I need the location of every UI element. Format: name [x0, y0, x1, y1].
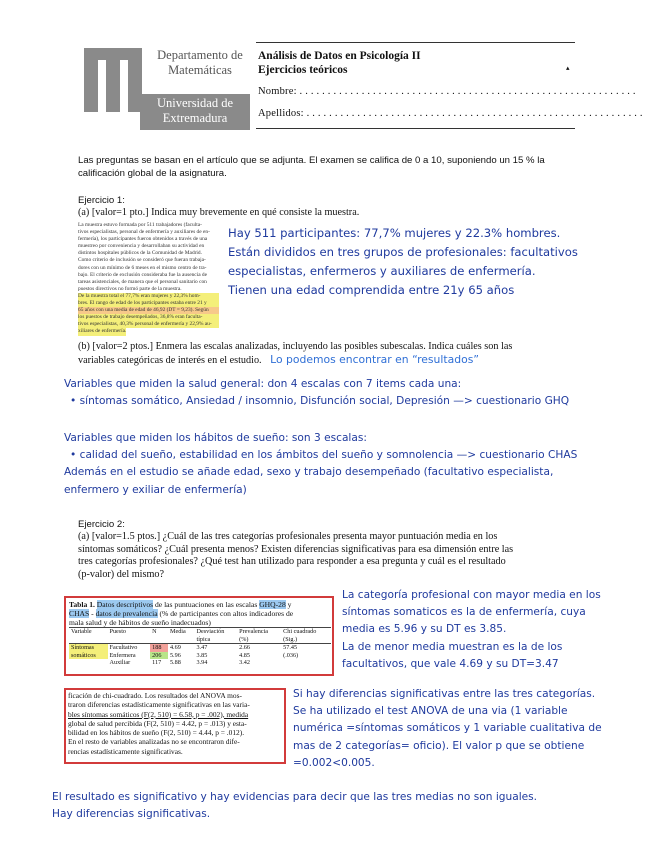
anova-text: [66, 690, 284, 756]
table-subheader: [150, 636, 168, 644]
table-header: Puesto: [108, 628, 151, 636]
table-header: Prevalencia: [237, 628, 281, 636]
table-header: Desviación: [194, 628, 237, 636]
doc-subtitle: Ejercicios teóricos: [258, 64, 348, 76]
answer-line: numérica =síntomas somáticos y 1 variable cualitativa de: [293, 722, 602, 735]
table-cell: 57.45: [283, 644, 298, 651]
table-cell: (.036): [283, 651, 299, 659]
intro-line: calificación global de la asignatura.: [78, 167, 227, 179]
excerpt-line: fermería), los participantes fueron obtenidos a través de una: [78, 236, 208, 243]
answer-line: facultativos, que vale 4.69 y su DT=3.47: [342, 657, 559, 670]
exercise1-heading: Ejercicio 1:: [78, 195, 125, 206]
answer-sleep: [64, 430, 577, 499]
anova-line: ficación de chi-cuadrado. Los resultados del ANOVA mos-: [68, 691, 242, 700]
table-header: Media: [168, 628, 195, 636]
anova-line: bles síntomas somáticos (F(2, 510) = 6.58, p = .002), medida: [68, 709, 249, 719]
question-line: (b) [valor=2 ptos.] Enmera las escalas analizadas, incluyendo las posibles subescalas. Indica cuáles son las: [78, 341, 513, 352]
table-cell: 5.88: [169, 659, 181, 666]
header-bottom-rule: [256, 128, 575, 129]
caption-text: mala salud y de hábitos de sueño inadecuados): [69, 618, 211, 627]
logo-uni-line: Extremadura: [162, 111, 228, 125]
table-row: [69, 659, 331, 667]
table-header-row: [69, 628, 331, 636]
answer-line: Además en el estudio se añade edad, sexo y trabajo desempeñado (facultativo especialista,: [64, 466, 554, 479]
table-cell: Auxiliar: [109, 659, 131, 666]
department-logo: [78, 42, 250, 130]
answer-sample: [228, 224, 578, 300]
table-cell: Síntomas: [69, 644, 108, 652]
exercise2-question: [78, 531, 578, 581]
anova-line: bilidad en los hábitos de sueño (F(2, 510) = 4.44, p = .012).: [68, 728, 245, 738]
caption-text: -: [89, 609, 96, 618]
table-cell: 206: [150, 652, 168, 660]
answer-line: Hay diferencias significativas.: [52, 808, 211, 821]
table-header: Variable: [69, 628, 108, 636]
table-cell: 188: [150, 644, 168, 652]
table-cell: Enfermera: [109, 651, 136, 659]
answer-line: mas de 2 categorías= oficio). El valor p que se obtiene: [293, 739, 585, 752]
table-cell: 2.66: [239, 644, 250, 651]
question-line: (a) [valor=1.5 ptos.] ¿Cuál de las tres categorías profesionales presenta mayor puntuación media en los: [78, 531, 498, 542]
excerpt-line: puestos directivos no formó parte de la muestra.: [78, 285, 182, 292]
exercise2-heading: Ejercicio 2:: [78, 519, 125, 530]
table-cell: Facultativo: [109, 644, 138, 651]
caption-label: Tabla 1.: [69, 600, 95, 609]
excerpt-line: Como criterio de inclusión se consideró que fueran trabaja-: [78, 257, 206, 264]
logo-dept-line: Departamento de: [157, 48, 243, 62]
answer-line: enfermero y exiliar de enfermería): [64, 483, 247, 496]
excerpt-line: De la muestra total el 77,7% eran mujeres y 22,3% hom-: [78, 293, 219, 300]
table-cell: 3.42: [239, 659, 250, 666]
caption-highlight: GHQ-28: [259, 600, 286, 609]
descriptives-table: [69, 627, 331, 667]
table-cell: 5.96: [169, 651, 181, 659]
table-row: [69, 644, 331, 652]
caption-highlight: CHAS: [69, 609, 90, 618]
table-excerpt: [64, 596, 334, 676]
excerpt-line: xiliares de enfermería.: [78, 328, 127, 335]
table-caption: [66, 598, 332, 627]
intro-line: Las preguntas se basan en el artículo que se adjunta. El examen se califica de 0 a 10, suponiendo un 15 % la: [78, 155, 545, 166]
question-line: (p-valor) del mismo?: [78, 568, 165, 580]
answer-line: Tienen una edad comprendida entre 21y 65 años: [228, 283, 515, 297]
excerpt-line: tareas asistenciales, de manera que el personal sanitario con: [78, 278, 207, 285]
table-subheader: (%): [237, 636, 281, 644]
answer-line: La categoría profesional con mayor media en los: [342, 589, 601, 601]
table-cell: [69, 659, 108, 667]
table-header: N: [150, 628, 168, 636]
table-cell: somáticos: [69, 652, 108, 660]
handwritten-note: Lo podemos encontrar en “resultados”: [270, 352, 479, 366]
answer-line: media es 5.96 y su DT es 3.85.: [342, 623, 507, 636]
course-title: Análisis de Datos en Psicología II: [258, 50, 421, 62]
exercise1-question-b: [78, 341, 578, 367]
logo-department-text: [154, 48, 246, 78]
excerpt-line: 65 años con una media de edad de 46,92 (DT = 9,23). Según: [78, 307, 219, 314]
question-line: tres categorías profesionales? ¿Qué test han utilizado para responder a esa pregunta y cuál es el resultado: [78, 556, 506, 567]
answer-scales: [64, 376, 569, 410]
excerpt-line: los puestos de trabajo desempeñados, 36,8% eran faculta-: [78, 314, 219, 321]
nombre-field[interactable]: Nombre: . . . . . . . . . . . . . . . . . . . . . . . . . . . . . . . . . . . . . . . . . . . . . . . . . . . . . . . . . . . .: [258, 86, 636, 97]
table-subheader: [168, 636, 195, 644]
question-text: variables categóricas de interés en el estudio.: [78, 354, 262, 366]
intro-paragraph: [78, 155, 578, 180]
caption-highlight: datos de prevalencia: [95, 609, 158, 618]
logo-uni-line: Universidad de: [156, 96, 234, 110]
answer-line: La de menor media muestran es la de los: [342, 640, 563, 653]
table-header: Chi cuadrado: [281, 628, 331, 636]
excerpt-line: bajo. El criterio de exclusión consideraba fue la ausencia de: [78, 271, 208, 278]
logo-column: [84, 48, 98, 112]
anova-line: rencias estadísticamente significativas.: [68, 746, 183, 756]
caption-highlight: Datos descriptivos: [96, 600, 154, 609]
table-cell: [281, 659, 331, 667]
caption-text: de las puntuaciones en las escalas: [153, 600, 260, 609]
answer-line: Variables que miden los hábitos de sueño: son 3 escalas:: [64, 432, 367, 444]
excerpt-line: bres. El rango de edad de los participantes estaba entre 21 y: [78, 300, 219, 307]
table-cell: 3.47: [196, 644, 208, 651]
anova-line: En el resto de variables analizadas no se encontraron dife-: [68, 737, 240, 747]
table-subheader: [108, 636, 151, 644]
excerpt-line: La muestra estuvo formada por 511 trabajadores (faculta-: [78, 222, 202, 228]
header-top-rule: [256, 42, 575, 43]
table-cell: 3.94: [196, 659, 208, 666]
answer-table: [342, 587, 601, 673]
answer-line: • calidad del sueño, estabilidad en los ámbitos del sueño y somnolencia —> cuestionario CHAS: [70, 449, 578, 462]
logo-university-text: [140, 94, 250, 130]
excerpt-line: dores con un mínimo de 6 meses en el mismo centro de tra-: [78, 264, 207, 271]
question-line: síntomas somáticos? ¿Cuál presenta menos? Existen diferencias significativas para esa dimensión entre las: [78, 543, 514, 555]
answer-line: Hay 511 participantes: 77,7% mujeres y 22.3% hombres.: [228, 226, 561, 240]
answer-conclusion: [52, 789, 537, 823]
logo-column: [106, 48, 120, 112]
answer-line: especialistas, enfermeros y auxiliares de enfermería.: [228, 264, 536, 278]
logo-dept-line: Matemáticas: [168, 63, 232, 77]
answer-line: =0.002<0.005.: [293, 756, 375, 769]
anova-excerpt: [64, 688, 286, 764]
apellidos-field[interactable]: Apellidos: . . . . . . . . . . . . . . . . . . . . . . . . . . . . . . . . . . . . . . . . . . . . . . . . . . . . . . . . . . . .: [258, 108, 643, 119]
table-row: [69, 652, 331, 660]
caption-text: y: [285, 600, 292, 609]
answer-line: síntomas somaticos es la de enfermería, cuya: [342, 606, 586, 619]
table-cell: 4.69: [169, 644, 181, 651]
table-cell: 4.85: [239, 651, 250, 659]
answer-line: Variables que miden la salud general: don 4 escalas con 7 items cada una:: [64, 378, 462, 390]
article-excerpt-sample: [78, 222, 219, 336]
caption-text: (% de participantes con altos indicadores de: [157, 609, 294, 618]
answer-line: El resultado es significativo y hay evidencias para decir que las tres medias no son iguales.: [52, 791, 538, 803]
exercise1-question-a: (a) [valor=1 pto.] Indica muy brevemente en qué consiste la muestra.: [78, 207, 360, 218]
table-subheader: (Sig.): [281, 636, 331, 644]
anova-line: traron diferencias estadísticamente significativas en las varia-: [68, 700, 250, 710]
excerpt-line: distintos hospitales públicos de la Comunidad de Madrid.: [78, 250, 202, 257]
excerpt-line: tivos especialistas, personal de enfermería y auxiliares de en-: [78, 229, 210, 236]
table-subheader: [69, 636, 108, 644]
table-subheader: típica: [194, 636, 237, 644]
excerpt-line: tivos especialistas, 40,3% personal de enfermería y 22,9% au-: [78, 321, 219, 328]
answer-line: • síntomas somático, Ansiedad / insomnio, Disfunción social, Depresión —> cuestionario GHQ: [70, 395, 570, 408]
table-cell: 3.85: [196, 651, 208, 659]
question-line: [78, 354, 578, 368]
bullet-mark: ▴: [566, 64, 570, 72]
excerpt-line: muestreo por conveniencia y desarrollaban su actividad en: [78, 243, 205, 250]
answer-anova: [293, 686, 602, 772]
table-cell: 117: [152, 659, 162, 666]
table-subheader-row: [69, 636, 331, 644]
answer-line: Se ha utilizado el test ANOVA de una via (1 variable: [293, 705, 568, 718]
answer-line: Si hay diferencias significativas entre las tres categorías.: [293, 688, 596, 700]
anova-line: global de salud percibida (F(2, 510) = 4.42, p = .013) y esta-: [68, 718, 247, 728]
answer-line: Están divididos en tres grupos de profesionales: facultativos: [228, 245, 578, 259]
